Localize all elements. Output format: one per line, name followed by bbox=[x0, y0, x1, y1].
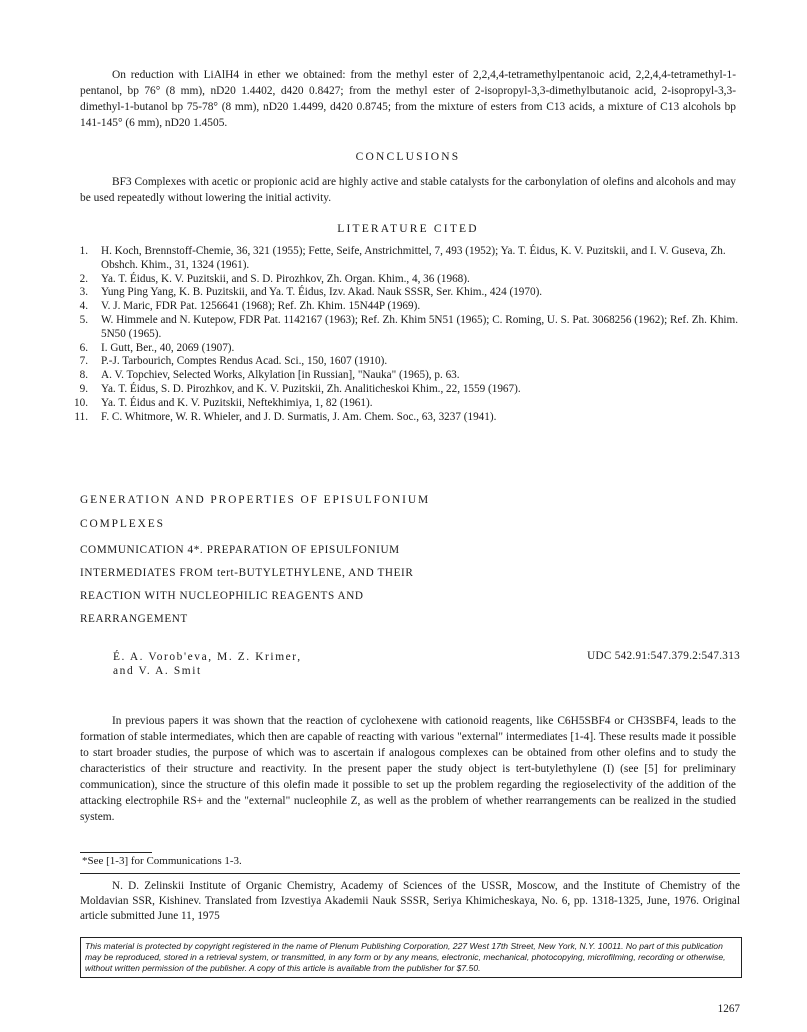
article-body: In previous papers it was shown that the reaction of cyclohexene with cationoid reagents, like C6H5SBF4 or CH3SBF4, leads to the formation of stable intermediates, which then are capable of reacting with various "external" intermediates [1-4]. These results made it possible to start broader studies, the purpose of which was to ascertain if analogous complexes can be obtained from other olefins and to study the characteristics of their structure and reactivity. In the present paper the study object is tert-butylethylene (I) (see [5] for preliminary communication), since the structure of this olefin made it possible to set up the problem regarding the regioselectivity of the addition of the attacking electrophile RS+ and the "external" nucleophile Z, as well as the problem of whether rearrangements can be realized in the studied system. bbox=[80, 715, 736, 823]
reference-text: H. Koch, Brennstoff-Chemie, 36, 321 (1955); Fette, Seife, Anstrichmittel, 7, 493 (1952); Ya. T. Éidus, K. V. Puzitskii, and I. V. Guseva, Zh. Obshch. Khim., 31, 1324 (1961). bbox=[101, 245, 726, 271]
reference-number: 8. bbox=[79, 369, 88, 382]
reference-text: W. Himmele and N. Kutepow, FDR Pat. 1142167 (1963); Ref. Zh. Khim 5N51 (1965); C. Roming, U. S. Pat. 3068256 (1962); Ref. Zh. Khim. 5N50 (1965). bbox=[101, 313, 739, 340]
reference-text: A. V. Topchiev, Selected Works, Alkylation [in Russian], "Nauka" (1965), p. 63. bbox=[101, 369, 460, 382]
reference-item bbox=[60, 411, 740, 425]
reference-item bbox=[60, 314, 740, 342]
article-subtitle-line-3: REACTION WITH NUCLEOPHILIC REAGENTS AND bbox=[80, 590, 364, 602]
reference-text: V. J. Maric, FDR Pat. 1256641 (1968); Ref. Zh. Khim. 15N44P (1969). bbox=[101, 300, 421, 313]
affiliation-rule bbox=[80, 873, 740, 874]
footnote-rule bbox=[80, 852, 152, 853]
reference-item bbox=[60, 355, 740, 369]
reference-item bbox=[60, 369, 740, 383]
reference-item bbox=[60, 397, 740, 411]
reference-number: 1. bbox=[79, 245, 88, 257]
article-title-line-1: GENERATION AND PROPERTIES OF EPISULFONIUM bbox=[80, 494, 430, 506]
conclusions-heading: CONCLUSIONS bbox=[355, 151, 461, 163]
reference-number: 9. bbox=[79, 382, 88, 395]
copyright-notice: This material is protected by copyright registered in the name of Plenum Publishing Corporation, 227 West 17th Street, New York, N.Y. 10011. No part of this publication may be reproduced, stored in a retrieval system, or transmitted, in any form or by any means, electronic, mechanical, photocopying, microfilming, recording or otherwise, without written permission of the publisher. A copy of this article is available from the publisher for $7.50. bbox=[80, 937, 742, 978]
reference-item bbox=[60, 342, 740, 356]
article-subtitle-line-1: COMMUNICATION 4*. PREPARATION OF EPISULFONIUM bbox=[80, 544, 400, 556]
literature-heading: LITERATURE CITED bbox=[337, 223, 479, 235]
article-authors bbox=[113, 650, 443, 678]
reference-number: 3. bbox=[79, 286, 88, 299]
reference-item bbox=[60, 383, 740, 397]
authors-line-1: É. A. Vorob'eva, M. Z. Krimer, bbox=[113, 651, 302, 663]
reference-item bbox=[60, 245, 740, 273]
reference-number: 11. bbox=[74, 410, 88, 423]
udc-code: UDC 542.91:547.379.2:547.313 bbox=[587, 650, 740, 662]
reference-number: 10. bbox=[74, 396, 88, 409]
reference-number: 7. bbox=[79, 355, 88, 368]
reference-text: Ya. T. Éidus and K. V. Puzitskii, Neftekhimiya, 1, 82 (1961). bbox=[101, 396, 373, 409]
reference-number: 5. bbox=[79, 313, 88, 326]
reference-item bbox=[60, 273, 740, 287]
reference-text: Yung Ping Yang, K. B. Puzitskii, and Ya. T. Éidus, Izv. Akad. Nauk SSSR, Ser. Khim., 424 (1970). bbox=[101, 286, 543, 299]
reference-text: P.-J. Tarbourich, Comptes Rendus Acad. Sci., 150, 1607 (1910). bbox=[101, 355, 388, 368]
reference-text: Ya. T. Éidus, K. V. Puzitskii, and S. D. Pirozhkov, Zh. Organ. Khim., 4, 36 (1968). bbox=[101, 272, 470, 285]
reference-item bbox=[60, 300, 740, 314]
reference-item bbox=[60, 286, 740, 300]
conclusions-text: BF3 Complexes with acetic or propionic acid are highly active and stable catalysts for the carbonylation of olefins and alcohols and may be used repeatedly without lowering the initial activity. bbox=[80, 176, 736, 204]
article-subtitle-line-2: INTERMEDIATES FROM tert-BUTYLETHYLENE, AND THEIR bbox=[80, 567, 414, 579]
reference-text: Ya. T. Éidus, S. D. Pirozhkov, and K. V. Puzitskii, Zh. Analiticheskoi Khim., 22, 1559 (1967). bbox=[101, 382, 521, 395]
footnote: *See [1-3] for Communications 1-3. bbox=[82, 855, 242, 867]
reference-text: I. Gutt, Ber., 40, 2069 (1907). bbox=[101, 341, 235, 354]
authors-line-2: and V. A. Smit bbox=[113, 665, 202, 677]
article-title-line-2: COMPLEXES bbox=[80, 518, 165, 530]
affiliation: N. D. Zelinskii Institute of Organic Chemistry, Academy of Sciences of the USSR, Moscow, and the Institute of Chemistry of the Moldavian SSR, Kishinev. Translated from Izvestiya Akademii Nauk SSSR, Seriya Khimicheskaya, No. 6, pp. 1318-1325, June, 1976. Original article submitted June 11, 1975 bbox=[80, 880, 740, 922]
intro-paragraph: On reduction with LiAlH4 in ether we obtained: from the methyl ester of 2,2,4,4-tetramethylpentanoic acid, 2,2,4,4-tetramethyl-1-pentanol, bp 76° (8 mm), nD20 1.4402, d420 0.8427; from the methyl ester of 2-isopropyl-3,3-dimethylbutanoic acid, 2-isopropyl-3,3-dimethyl-1-butanol bp 75-78° (8 mm), nD20 1.4499, d420 0.8745; from the mixture of esters from C13 acids, a mixture of C13 alcohols bp 141-145° (6 mm), nD20 1.4505. bbox=[80, 69, 736, 129]
reference-list bbox=[60, 245, 740, 424]
reference-number: 6. bbox=[79, 341, 88, 354]
reference-number: 4. bbox=[79, 300, 88, 313]
reference-text: F. C. Whitmore, W. R. Whieler, and J. D. Surmatis, J. Am. Chem. Soc., 63, 3237 (1941). bbox=[101, 410, 497, 423]
reference-number: 2. bbox=[79, 272, 88, 285]
page-number: 1267 bbox=[717, 1003, 740, 1015]
article-subtitle-line-4: REARRANGEMENT bbox=[80, 613, 188, 625]
